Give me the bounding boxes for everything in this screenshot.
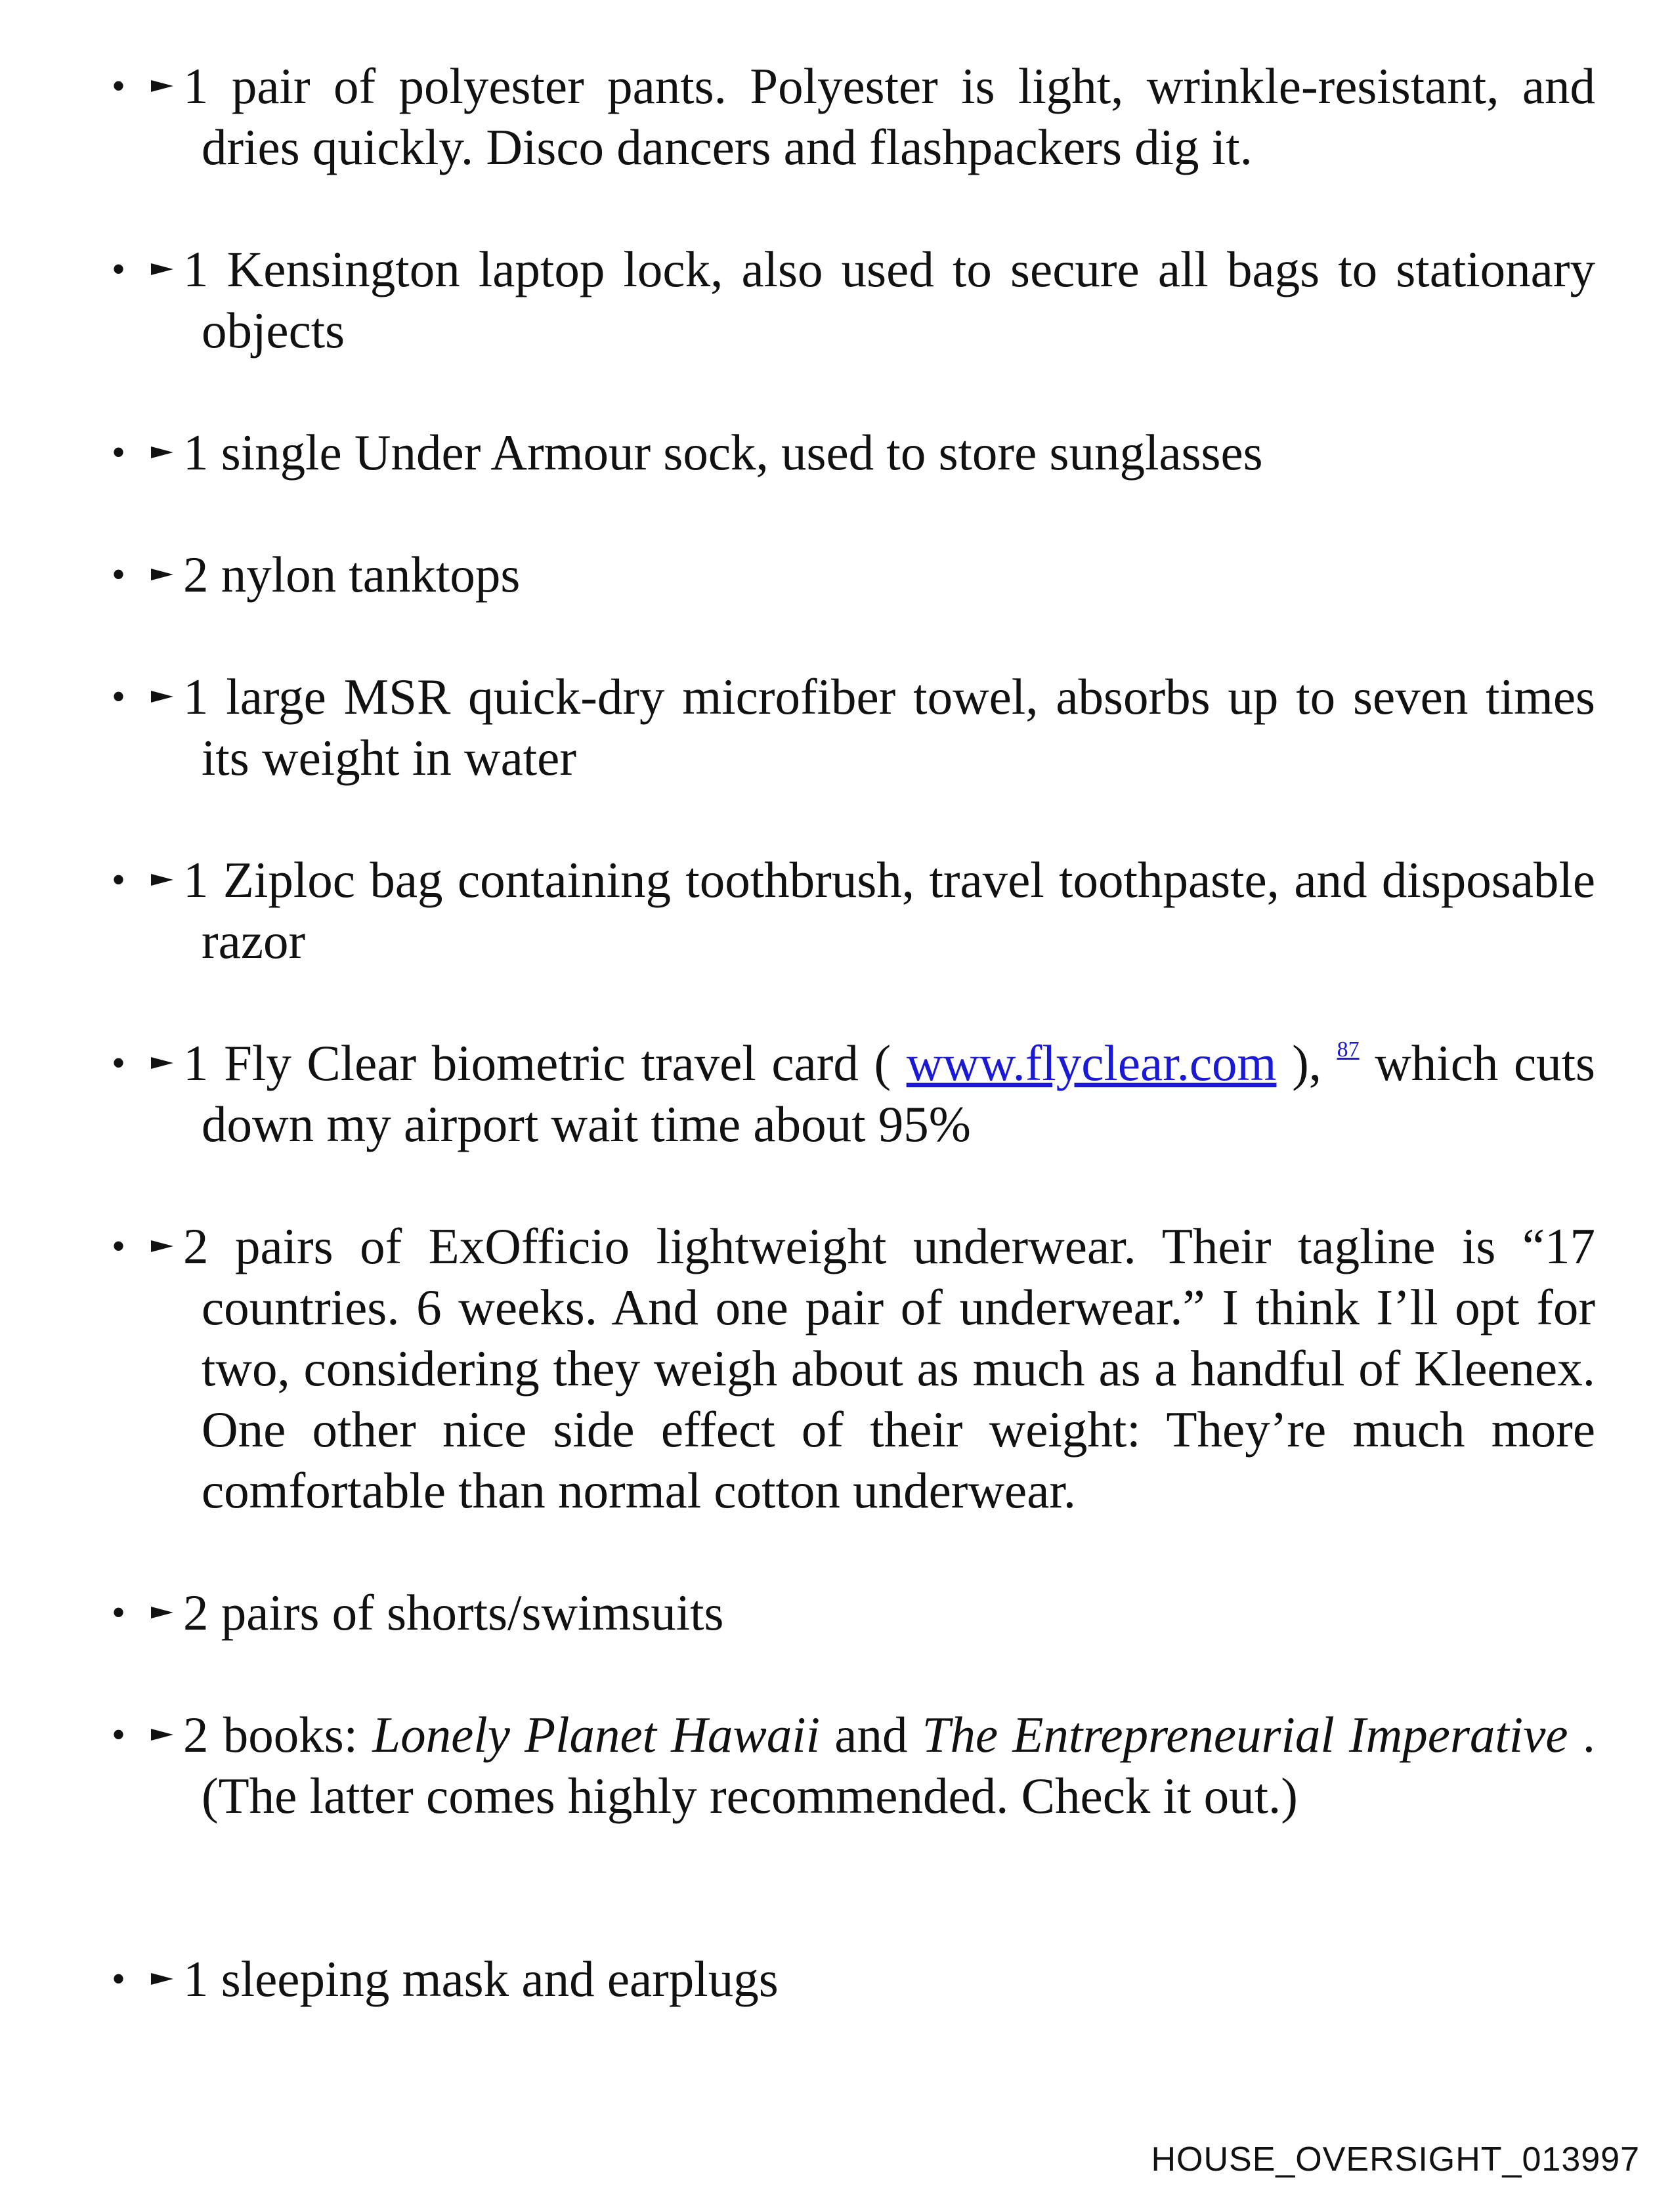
list-item	[112, 1216, 1595, 1521]
arrow-icon	[151, 1057, 173, 1069]
arrow-icon	[151, 80, 173, 92]
list-item	[112, 1704, 1595, 1827]
list-item-text: 1 Ziploc bag containing toothbrush, travel toothpaste, and disposable razor	[183, 852, 1595, 969]
arrow-icon	[151, 1607, 173, 1618]
list-item-text	[183, 1033, 1596, 1155]
list-item	[112, 422, 1595, 483]
arrow-icon	[151, 1240, 173, 1252]
list-item	[112, 56, 1595, 178]
list-item	[112, 1033, 1595, 1155]
bullet-icon: •	[112, 248, 126, 291]
bullet-icon: •	[112, 64, 126, 108]
document-id-footer: HOUSE_OVERSIGHT_013997	[1151, 2140, 1640, 2179]
list-item-text	[183, 1704, 1596, 1827]
item-suffix: which cuts down my airport wait time about 95%	[202, 1035, 1596, 1152]
item-conjunction: and	[834, 1706, 908, 1763]
bullet-icon: •	[112, 1957, 126, 2001]
flyclear-link[interactable]: www.flyclear.com	[906, 1035, 1277, 1091]
bullet-icon: •	[112, 431, 126, 474]
list-item-text: 1 sleeping mask and earplugs	[183, 1951, 779, 2007]
item-prefix: 1 Fly Clear biometric travel card (	[183, 1035, 891, 1091]
arrow-icon	[151, 1973, 173, 1985]
bullet-icon: •	[112, 858, 126, 901]
footnote-87-link[interactable]: 87	[1337, 1037, 1360, 1062]
bullet-icon: •	[112, 675, 126, 718]
book-title-lonely-planet: Lonely Planet Hawaii	[372, 1706, 821, 1763]
list-item	[112, 239, 1595, 361]
item-prefix: 2 books:	[183, 1706, 358, 1763]
list-item-text: 1 single Under Armour sock, used to store sunglasses	[183, 424, 1263, 481]
list-item-text: 1 pair of polyester pants. Polyester is light, wrinkle-resistant, and dries quickly. Disco dancers and flashpackers dig it.	[183, 58, 1595, 175]
item-suffix: . (The latter comes highly recommended. Check it out.)	[202, 1706, 1596, 1824]
arrow-icon	[151, 446, 173, 458]
bullet-icon: •	[112, 1041, 126, 1085]
list-item-text: 2 pairs of shorts/swimsuits	[183, 1584, 724, 1641]
arrow-icon	[151, 874, 173, 886]
list-item	[112, 1949, 1595, 2010]
bullet-icon: •	[112, 1713, 126, 1756]
list-item	[112, 850, 1595, 972]
list-item-text: 1 large MSR quick-dry microfiber towel, absorbs up to seven times its weight in water	[183, 668, 1595, 786]
list-item	[112, 544, 1595, 605]
bullet-icon: •	[112, 1591, 126, 1634]
list-item	[112, 1582, 1595, 1643]
arrow-icon	[151, 1729, 173, 1741]
list-item	[112, 666, 1595, 789]
book-title-entrepreneurial-imperative: The Entrepreneurial Imperative	[922, 1706, 1568, 1763]
arrow-icon	[151, 691, 173, 703]
list-item-text: 2 nylon tanktops	[183, 546, 521, 603]
arrow-icon	[151, 569, 173, 580]
item-middle: ),	[1292, 1035, 1321, 1091]
bullet-icon: •	[112, 553, 126, 596]
bullet-icon: •	[112, 1225, 126, 1268]
list-item-text: 2 pairs of ExOfficio lightweight underwear. Their tagline is “17 countries. 6 weeks. And one pair of underwear.” I think I’ll opt for two, considering they weigh about as much as a handful of Kleenex. One other nice side effect of their weight: They’re much more comfortable than normal cotton underwear.	[183, 1218, 1595, 1519]
arrow-icon	[151, 263, 173, 275]
list-item-text: 1 Kensington laptop lock, also used to secure all bags to stationary objects	[183, 241, 1595, 358]
